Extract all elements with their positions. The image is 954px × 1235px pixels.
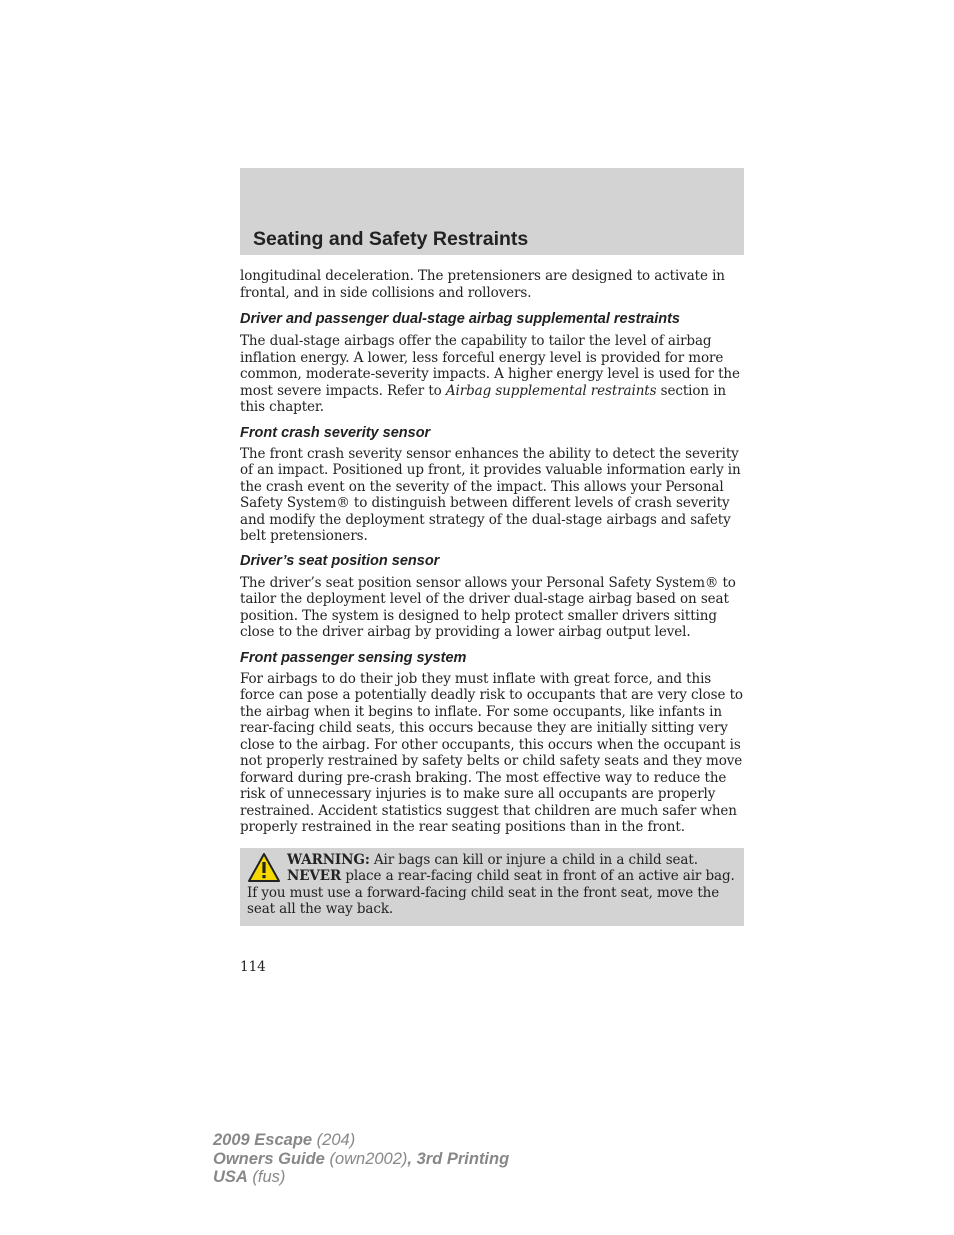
seat-position-sensor-paragraph: The driver’s seat position sensor allows your Personal Safety System® to tailor the deployment level of the driver dual-stage airbag based on seat position. The system is designed to help protect smaller drivers sitting close to the driver airbag by providing a lower airbag output level.: [240, 574, 736, 640]
warning-label: WARNING:: [287, 851, 370, 868]
section-title: Seating and Safety Restraints: [253, 228, 529, 250]
intro-paragraph: longitudinal deceleration. The pretensioners are designed to activate in frontal, and in side collisions and rollovers.: [240, 268, 725, 301]
page-number: 114: [240, 959, 266, 975]
page-content: [240, 268, 744, 926]
footer-line-model: 2009 Escape (204): [213, 1131, 356, 1149]
heading-passenger-sensing: Front passenger sensing system: [240, 649, 467, 666]
footer-line-guide: Owners Guide (own2002), 3rd Printing: [213, 1149, 510, 1168]
warning-box: [240, 848, 744, 926]
warning-triangle-icon: [247, 852, 281, 884]
front-crash-sensor-paragraph: The front crash severity sensor enhances the ability to detect the severity of an impact. Positioned up front, it provides valuable information early in the crash event on the severity of the impact. This allows your Personal Safety System® to distinguish between different levels of crash severity and modify the deployment strategy of the dual-stage airbags and safety belt pretensioners.: [240, 445, 741, 544]
heading-dual-stage-airbag: Driver and passenger dual-stage airbag supplemental restraints: [240, 311, 680, 327]
warning-text: WARNING: Air bags can kill or injure a child in a child seat. NEVER place a rear-facing child seat in front of an active air bag. If you must use a forward-facing child seat in the front seat, move the seat all the way back.: [247, 851, 735, 917]
never-emphasis: NEVER: [287, 868, 342, 884]
heading-seat-position-sensor: Driver’s seat position sensor: [240, 552, 440, 569]
dual-stage-airbag-paragraph: The dual-stage airbags offer the capability to tailor the level of airbag inflation energy. A lower, less forceful energy level is provided for more common, moderate-severity impacts. A higher energy level is used for the most severe impacts. Refer to Airbag supplemental restraints section in this chapter.: [240, 333, 740, 415]
heading-front-crash-sensor: Front crash severity sensor: [240, 424, 431, 441]
airbag-restraints-reference: Airbag supplemental restraints: [445, 382, 657, 399]
section-header-band: [240, 168, 744, 255]
footer-line-region: USA (fus): [213, 1168, 286, 1186]
passenger-sensing-paragraph: For airbags to do their job they must inflate with great force, and this force can pose a potentially deadly risk to occupants that are very close to the airbag when it begins to inflate. For some occupants, like infants in rear-facing child seats, this occurs because they are initially sitting very close to the airbag. For other occupants, this occurs when the occupant is not properly restrained by safety belts or child safety seats and they move forward during pre-crash braking. The most effective way to reduce the risk of unnecessary injuries is to make sure all occupants are properly restrained. Accident statistics suggest that children are much safer when properly restrained in the rear seating positions than in the front.: [240, 670, 743, 835]
document-footer: [213, 1131, 509, 1187]
